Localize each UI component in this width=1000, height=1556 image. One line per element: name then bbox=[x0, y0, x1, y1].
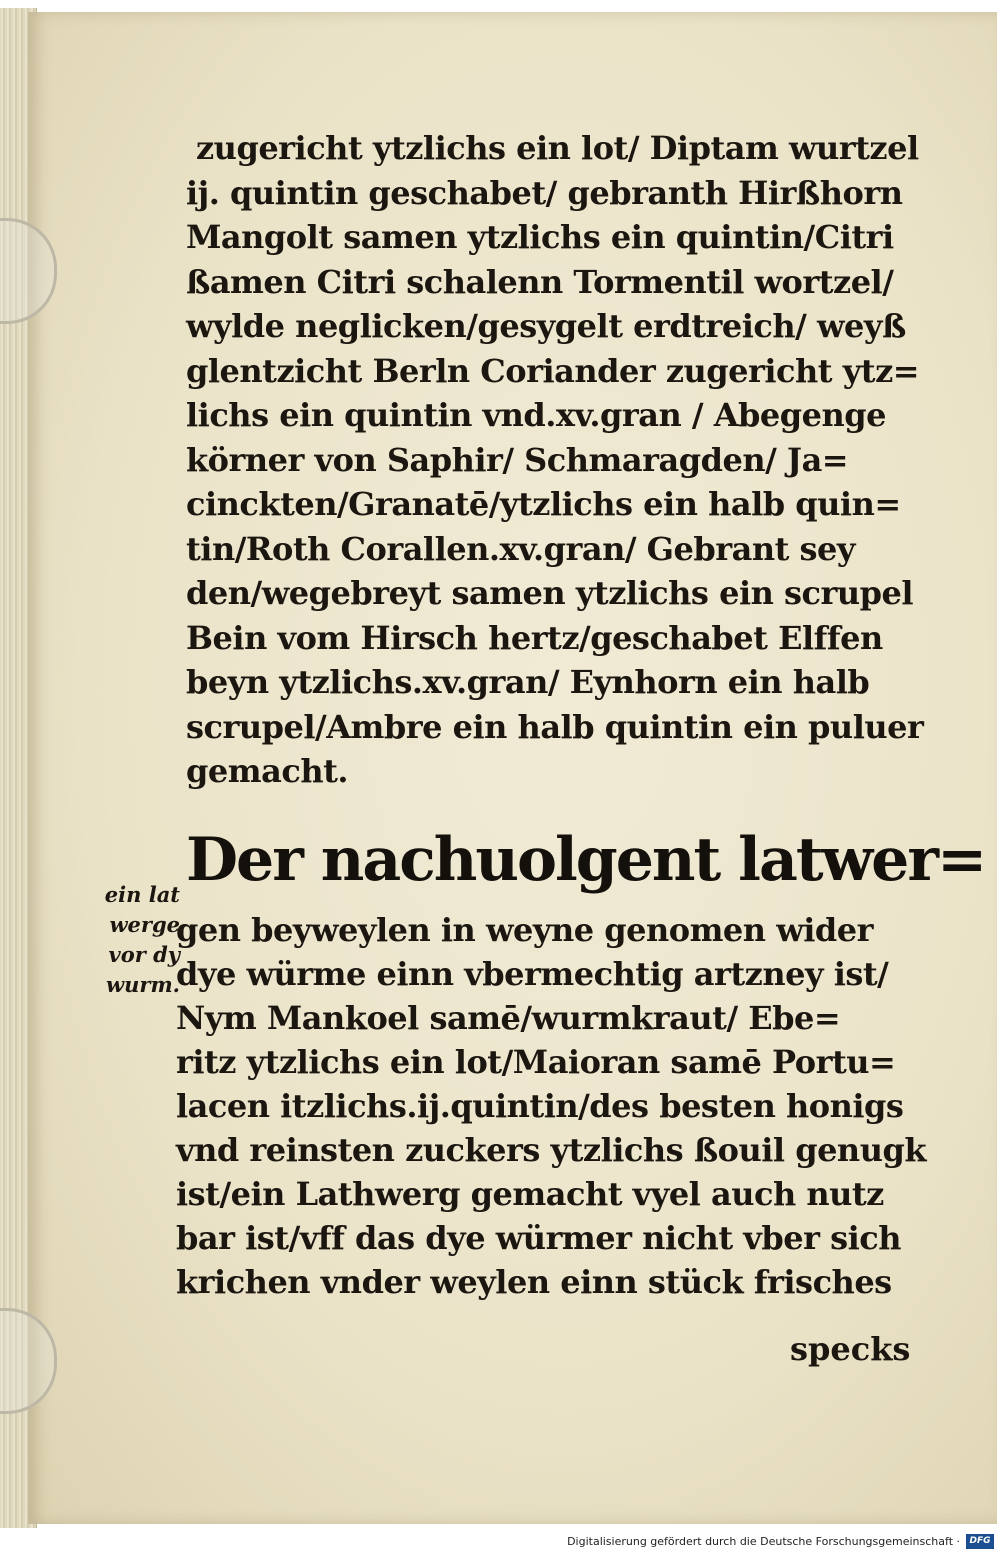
text-line: den/wegebreyt samen ytzlichs ein scrupel bbox=[186, 574, 914, 612]
footer-bar bbox=[0, 1530, 1000, 1556]
text-line: zugericht ytzlichs ein lot/ Diptam wurtzel bbox=[196, 129, 919, 167]
text-line: ßamen Citri schalenn Tormentil wortzel/ bbox=[186, 262, 894, 301]
paragraph-1 bbox=[186, 126, 924, 794]
text-line: ist/ein Lathwerg gemacht vyel auch nutz bbox=[176, 1175, 884, 1213]
text-line: ritz ytzlichs ein lot/Maioran samē Portu= bbox=[176, 1043, 896, 1081]
text-line: krichen vnder weylen einn stück frisches bbox=[176, 1263, 892, 1301]
text-line: Nym Mankoel samē/wurmkraut/ Ebe= bbox=[176, 999, 841, 1037]
text-line: gen beyweylen in weyne genomen wider bbox=[176, 911, 873, 949]
marginal-note-line: wurm. bbox=[106, 972, 180, 997]
marginal-note-line: vor dy bbox=[108, 942, 180, 967]
funding-notice: Digitalisierung gefördert durch die Deutsche Forschungsgemeinschaft · bbox=[567, 1535, 960, 1548]
text-line: beyn ytzlichs.xv.gran/ Eynhorn ein halb bbox=[186, 663, 870, 701]
text-line: körner von Saphir/ Schmaragden/ Ja= bbox=[186, 440, 849, 479]
text-line: cinckten/Granatē/ytzlichs ein halb quin= bbox=[186, 485, 901, 523]
section-heading: Der nachuolgent latwer= bbox=[186, 825, 986, 895]
text-line: glentzicht Berln Coriander zugericht ytz= bbox=[186, 351, 920, 390]
text-line: wylde neglicken/gesygelt erdtreich/ weyß bbox=[186, 307, 906, 345]
text-line: gemacht. bbox=[186, 752, 348, 790]
text-line: Mangolt samen ytzlichs ein quintin/Citri bbox=[186, 218, 894, 256]
text-line: Bein vom Hirsch hertz/geschabet Elffen bbox=[186, 618, 883, 657]
text-line: dye würme einn vbermechtig artzney ist/ bbox=[176, 955, 889, 993]
text-line: bar ist/vff das dye würmer nicht vber sich bbox=[176, 1219, 901, 1257]
dfg-logo: DFG bbox=[966, 1534, 994, 1549]
text-line: tin/Roth Corallen.xv.gran/ Gebrant sey bbox=[186, 529, 855, 568]
marginal-note bbox=[70, 880, 180, 1000]
text-line: lacen itzlichs.ij.quintin/des besten honigs bbox=[176, 1087, 904, 1125]
text-line: scrupel/Ambre ein halb quintin ein puluer bbox=[186, 707, 924, 746]
marginal-note-line: werge bbox=[109, 912, 180, 937]
paragraph-2 bbox=[176, 908, 926, 1304]
marginal-note-line: ein lat bbox=[104, 882, 180, 907]
catchword: specks bbox=[790, 1330, 911, 1368]
text-line: ij. quintin geschabet/ gebranth Hirßhorn bbox=[186, 173, 903, 212]
text-line: lichs ein quintin vnd.xv.gran / Abegenge bbox=[186, 396, 887, 434]
text-line: vnd reinsten zuckers ytzlichs ßouil genugk bbox=[176, 1131, 926, 1169]
